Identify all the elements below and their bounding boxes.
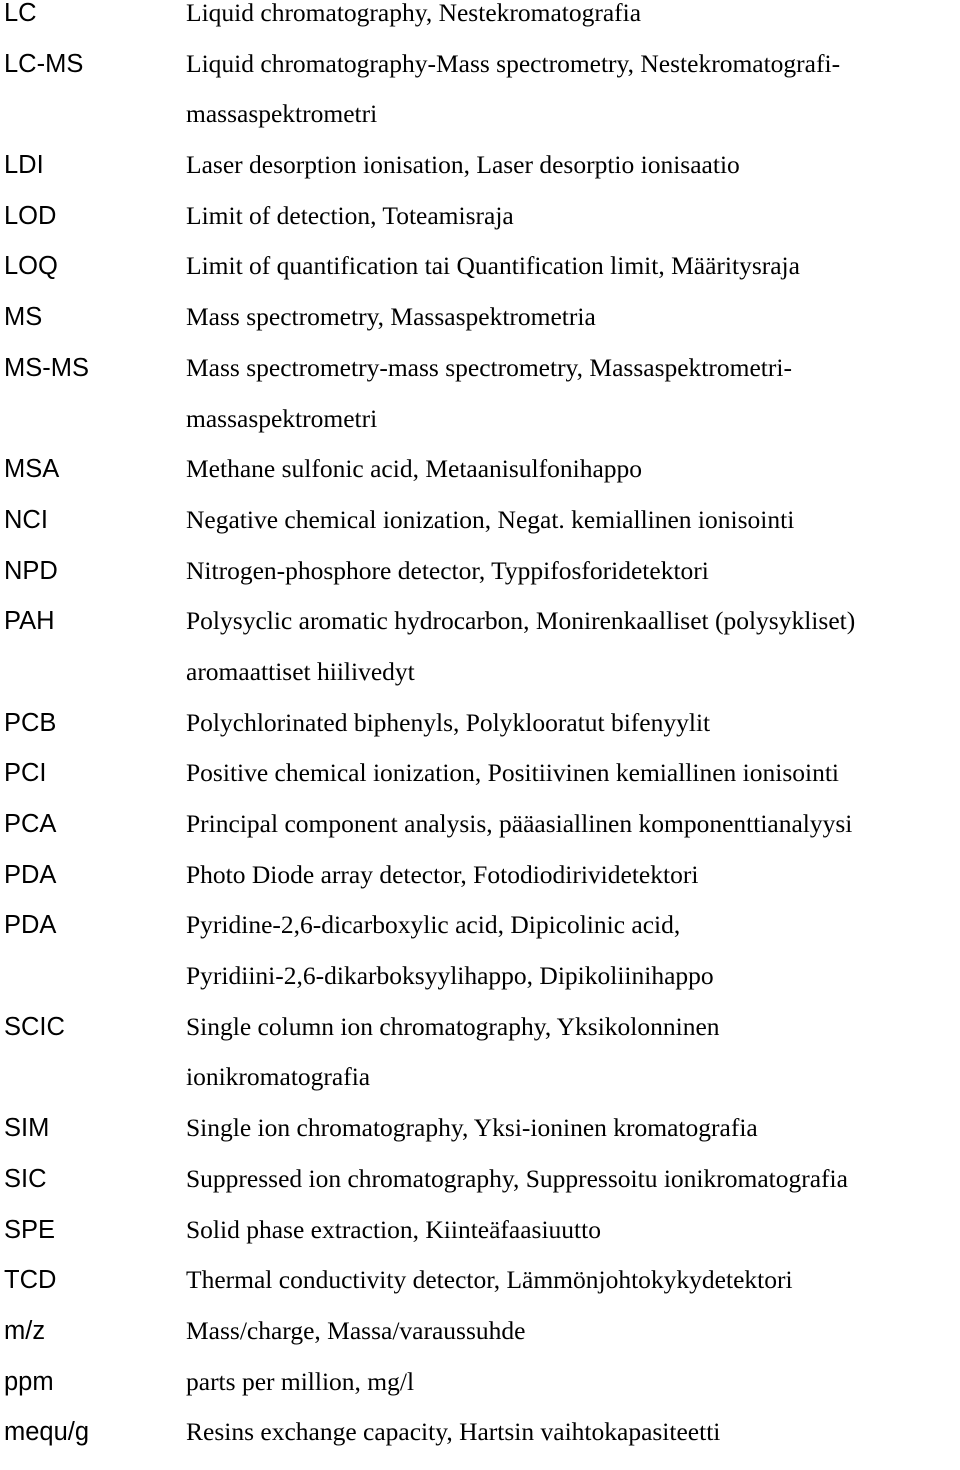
entry-line <box>0 0 960 51</box>
abbreviation-term: SPE <box>4 1215 56 1244</box>
abbreviation-entry <box>0 811 960 862</box>
entry-line <box>0 48 960 102</box>
abbreviation-definition: aromaattiset hiilivedyt <box>186 656 415 686</box>
abbreviation-definition: Principal component analysis, pääasiallinen komponenttianalyysi <box>186 809 853 838</box>
entry-line <box>0 456 960 507</box>
abbreviation-entry <box>0 1163 960 1217</box>
abbreviation-entry <box>0 1214 960 1268</box>
abbreviation-term: SIM <box>4 1114 50 1143</box>
abbreviation-definition: Liquid chromatography, Nestekromatografia <box>186 0 642 27</box>
entry-line <box>0 1315 960 1369</box>
abbreviation-entry <box>0 304 960 355</box>
abbreviation-definition: massaspektrometri <box>186 403 378 433</box>
abbreviation-term: TCD <box>4 1266 57 1295</box>
abbreviation-definition: Polysyclic aromatic hydrocarbon, Monirenkaalliset (polysykliset) <box>186 606 856 636</box>
entry-line <box>0 504 960 558</box>
abbreviation-definition: Positive chemical ionization, Positiivinen kemiallinen ionisointi <box>186 758 840 788</box>
abbreviation-entry <box>0 1115 960 1166</box>
abbreviation-term: PDA <box>4 911 57 940</box>
abbreviation-term: LC <box>4 0 37 27</box>
abbreviation-term: MS <box>4 303 43 332</box>
entry-line <box>0 1366 960 1420</box>
abbreviation-definition: parts per million, mg/l <box>186 1366 415 1396</box>
abbreviation-term: NPD <box>4 556 58 585</box>
abbreviation-definition: Resins exchange capacity, Hartsin vaihtokapasiteetti <box>186 1417 721 1447</box>
entry-line <box>0 1064 960 1115</box>
entry-line <box>0 1011 960 1065</box>
abbreviation-term: mequ/g <box>4 1418 90 1447</box>
abbreviation-entry <box>0 152 960 203</box>
abbreviation-definition: ionikromatografia <box>186 1062 371 1092</box>
abbreviation-term: PDA <box>4 860 57 889</box>
abbreviation-term: MS-MS <box>4 353 89 382</box>
abbreviation-entry <box>0 1366 960 1420</box>
entry-line <box>0 707 960 761</box>
abbreviation-definition: Photo Diode array detector, Fotodiodirividetektori <box>186 859 699 889</box>
abbreviation-term: SCIC <box>4 1012 65 1041</box>
entry-line <box>0 200 960 254</box>
abbreviation-term: PAH <box>4 607 55 636</box>
abbreviation-definition: Limit of detection, Toteamisraja <box>186 200 514 230</box>
abbreviation-term: ppm <box>4 1367 54 1396</box>
entry-line <box>0 1419 960 1470</box>
abbreviation-term: SIC <box>4 1164 47 1193</box>
abbreviation-definition: Negative chemical ionization, Negat. kemiallinen ionisointi <box>186 504 795 534</box>
abbreviation-entry <box>0 253 960 304</box>
abbreviation-definition: Single ion chromatography, Yksi-ioninen kromatografia <box>186 1113 758 1143</box>
abbreviation-definition: Suppressed ion chromatography, Suppressoitu ionikromatografia <box>186 1163 848 1193</box>
abbreviation-entry <box>0 555 960 609</box>
entry-line <box>0 1267 960 1318</box>
abbreviation-term: PCA <box>4 810 57 838</box>
abbreviation-entry <box>0 0 960 51</box>
entry-line <box>0 152 960 203</box>
entry-line <box>0 1163 960 1217</box>
abbreviation-term: LDI <box>4 151 44 180</box>
entry-line <box>0 912 960 963</box>
abbreviation-definition: Liquid chromatography-Mass spectrometry, Nestekromatografi- <box>186 48 841 78</box>
abbreviation-entry <box>0 707 960 761</box>
abbreviation-term: LOQ <box>4 252 58 281</box>
entry-line <box>0 304 960 355</box>
abbreviation-definition: Pyridine-2,6-dicarboxylic acid, Dipicolinic acid, <box>186 910 681 940</box>
entry-line <box>0 859 960 913</box>
entry-line <box>0 811 960 862</box>
abbreviation-term: PCI <box>4 759 47 788</box>
abbreviation-entry <box>0 1011 960 1115</box>
abbreviation-entry <box>0 1267 960 1318</box>
abbreviation-term: LOD <box>4 201 57 230</box>
abbreviation-definition: Methane sulfonic acid, Metaanisulfonihappo <box>186 454 643 484</box>
abbreviation-entry <box>0 504 960 558</box>
abbreviation-definition: Nitrogen-phosphore detector, Typpifosforidetektori <box>186 555 709 585</box>
entry-line <box>0 403 960 457</box>
abbreviation-term: PCB <box>4 708 57 737</box>
entry-line <box>0 101 960 152</box>
abbreviation-entry <box>0 1315 960 1369</box>
entry-line <box>0 1214 960 1268</box>
abbreviation-definition: Mass spectrometry-mass spectrometry, Massaspektrometri- <box>186 352 792 382</box>
abbreviation-definition: Single column ion chromatography, Yksikolonninen <box>186 1011 720 1041</box>
entry-line <box>0 253 960 304</box>
abbreviation-entry <box>0 456 960 507</box>
abbreviation-entry <box>0 912 960 1013</box>
entry-line <box>0 656 960 710</box>
abbreviation-term: LC-MS <box>4 49 84 78</box>
abbreviation-definition: Limit of quantification tai Quantification limit, Määritysraja <box>186 251 800 281</box>
entry-line <box>0 608 960 659</box>
entry-line <box>0 963 960 1014</box>
abbreviation-definition: Laser desorption ionisation, Laser desorptio ionisaatio <box>186 150 740 180</box>
abbreviation-entry <box>0 608 960 709</box>
abbreviation-entry <box>0 760 960 811</box>
abbreviation-entry <box>0 200 960 254</box>
abbreviation-entry <box>0 859 960 913</box>
abbreviation-definition: Mass spectrometry, Massaspektrometria <box>186 302 596 332</box>
abbreviation-term: m/z <box>4 1316 46 1345</box>
abbreviation-entry <box>0 1419 960 1470</box>
entry-line <box>0 1115 960 1166</box>
entry-line <box>0 555 960 609</box>
abbreviation-term: MSA <box>4 455 60 484</box>
abbreviation-definition: Thermal conductivity detector, Lämmönjohtokykydetektori <box>186 1265 793 1295</box>
abbreviation-definition: Polychlorinated biphenyls, Polyklooratut bifenyylit <box>186 707 711 737</box>
abbreviation-definition: Mass/charge, Massa/varaussuhde <box>186 1315 526 1345</box>
entry-line <box>0 352 960 406</box>
entry-line <box>0 760 960 811</box>
abbreviation-definition: Pyridiini-2,6-dikarboksyylihappo, Dipikoliinihappo <box>186 961 714 991</box>
abbreviation-term: NCI <box>4 505 48 534</box>
abbreviation-entry <box>0 352 960 456</box>
abbreviation-entry <box>0 48 960 152</box>
abbreviation-definition: Solid phase extraction, Kiinteäfaasiuutto <box>186 1214 601 1244</box>
abbreviation-definition: massaspektrometri <box>186 99 378 129</box>
